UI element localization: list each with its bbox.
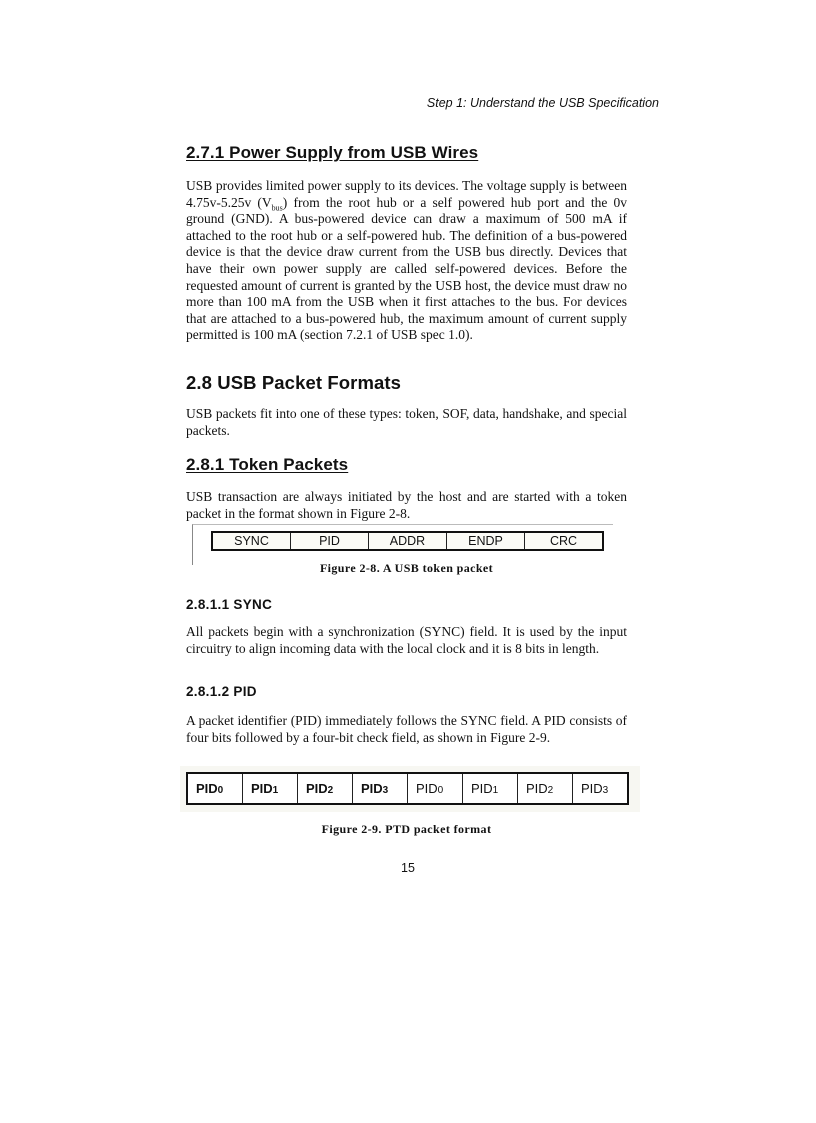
- pid-field-sub: 2: [547, 785, 554, 796]
- vbus-subscript: bus: [271, 203, 283, 213]
- pid-field-base: PID: [526, 781, 548, 796]
- section-heading-2-8-1-1: 2.8.1.1 SYNC: [186, 597, 273, 612]
- pid-field-sub: 3: [602, 785, 609, 796]
- section-heading-2-8-1: 2.8.1 Token Packets: [186, 455, 349, 474]
- section-heading-2-8-1-2: 2.8.1.2 PID: [186, 684, 257, 699]
- page-number: 15: [401, 861, 415, 875]
- paragraph-power-supply: [186, 178, 627, 344]
- pid-field-base: PID: [251, 781, 273, 796]
- paragraph-packet-formats: USB packets fit into one of these types: token, SOF, data, handshake, and special packets.: [186, 406, 627, 438]
- paragraph-text: USB provides limited power supply to its devices. The voltage supply is between 4.75v-5.25v (V: [186, 178, 627, 210]
- pid-field-base: PID: [581, 781, 603, 796]
- pid-field-base: PID: [416, 781, 438, 796]
- pid-field-base: PID: [361, 781, 383, 796]
- packet-field: ADDR: [369, 533, 447, 549]
- pid-field-base: PID: [471, 781, 493, 796]
- pid-field-sub: 0: [437, 785, 444, 796]
- pid-field-sub: 1: [492, 785, 499, 796]
- pid-field: [243, 774, 298, 803]
- pid-field-sub: 0: [217, 785, 224, 796]
- pid-check-field: [463, 774, 518, 803]
- paragraph-sync: All packets begin with a synchronization (SYNC) field. It is used by the input circuitry to align incoming data with the local clock and it is 8 bits in length.: [186, 624, 627, 656]
- pid-field-base: PID: [196, 781, 218, 796]
- pid-field-sub: 1: [272, 785, 279, 796]
- figure-2-8-caption: Figure 2-8. A USB token packet: [319, 561, 494, 575]
- figure-2-8-token-packet: [211, 531, 604, 551]
- paragraph-text: ) from the root hub or a self powered hub port and the 0v ground (GND). A bus-powered device can draw a maximum of 500 mA if attached to the root hub or a self-powered hub. The definition of a bus-powered device is that the device draw current from the USB bus directly. Devices that have their own power supply are called self-powered devices. Before the requested amount of current is granted by the USB host, the device must draw no more than 100 mA from the USB when it first attaches to the bus. For devices that are attached to a bus-powered hub, the maximum amount of current supply permitted is 100 mA (section 7.2.1 of USB spec 1.0).: [186, 194, 627, 343]
- pid-check-field: [408, 774, 463, 803]
- paragraph-pid: A packet identifier (PID) immediately follows the SYNC field. A PID consists of four bits followed by a four-bit check field, as shown in Figure 2-9.: [186, 713, 627, 745]
- packet-field: ENDP: [447, 533, 525, 549]
- packet-field: PID: [291, 533, 369, 549]
- running-header: Step 1: Understand the USB Specification: [426, 96, 659, 110]
- pid-check-field: [518, 774, 573, 803]
- pid-field: [353, 774, 408, 803]
- packet-field: SYNC: [213, 533, 291, 549]
- pid-field: [188, 774, 243, 803]
- pid-field-sub: 3: [382, 785, 389, 796]
- pid-field-base: PID: [306, 781, 328, 796]
- pid-field-sub: 2: [327, 785, 334, 796]
- section-heading-2-8: 2.8 USB Packet Formats: [186, 372, 402, 393]
- pid-field: [298, 774, 353, 803]
- figure-2-9-pid-format: [186, 772, 629, 805]
- pid-check-field: [573, 774, 627, 803]
- figure-2-9-caption: Figure 2-9. PTD packet format: [321, 822, 492, 836]
- paragraph-token-packets: USB transaction are always initiated by the host and are started with a token packet in the format shown in Figure 2-8.: [186, 489, 627, 521]
- section-heading-2-7-1: 2.7.1 Power Supply from USB Wires: [186, 143, 479, 162]
- packet-field: CRC: [549, 534, 578, 548]
